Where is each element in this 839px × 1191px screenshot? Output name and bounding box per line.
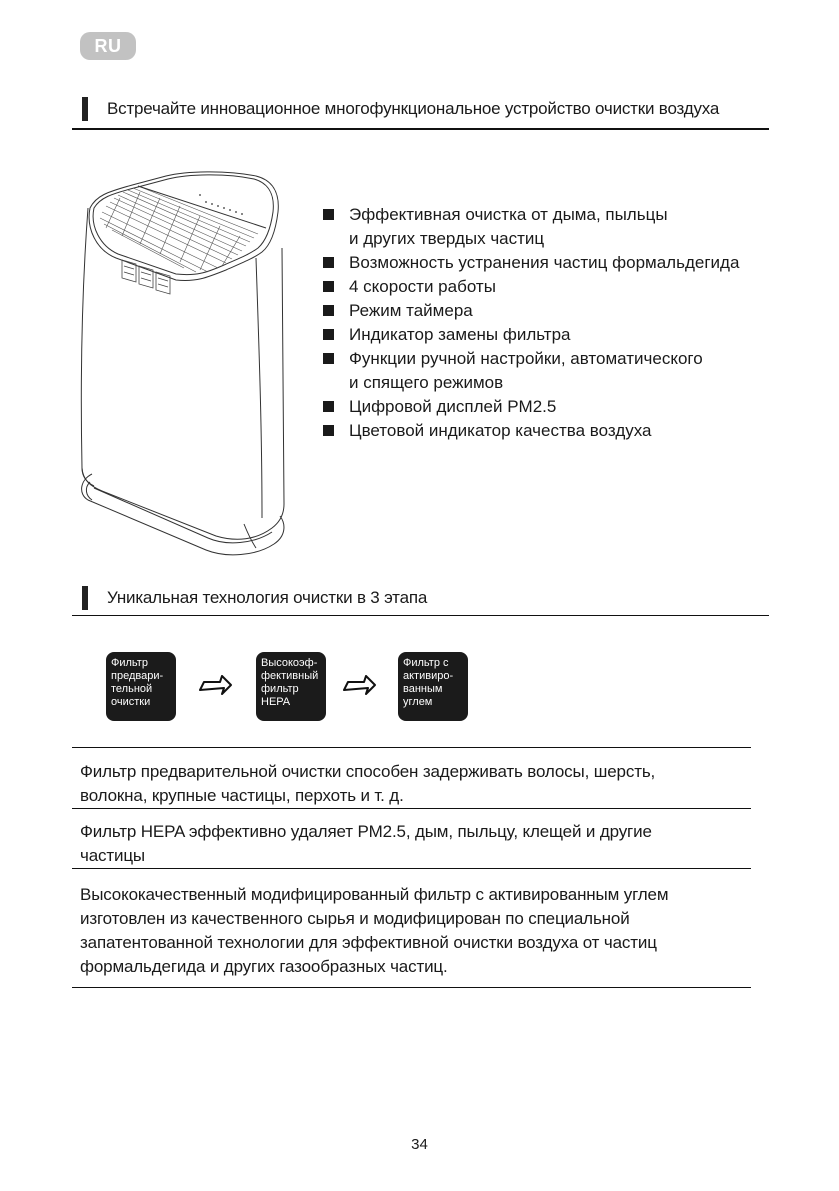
feature-item: Режим таймера <box>322 299 739 323</box>
arrow-right-icon <box>342 674 378 698</box>
section-divider <box>72 128 769 130</box>
section-header-technology <box>72 586 769 620</box>
feature-item-continued: и других твердых частиц <box>349 229 545 248</box>
description-prefilter: Фильтр предварительной очистки способен задерживать волосы, шерсть, волокна, крупные частицы, перхоть и т. д. <box>80 762 656 805</box>
section-marker <box>82 586 88 610</box>
feature-item: Цветовой индикатор качества воздуха <box>322 419 739 443</box>
stage-hepa: Высокоэф- фективный фильтр HEPA <box>256 652 326 721</box>
stage-prefilter: Фильтр предвари- тельной очистки <box>106 652 176 721</box>
divider <box>72 987 751 988</box>
feature-item: Индикатор замены фильтра <box>322 323 739 347</box>
filtration-stages-diagram <box>106 652 486 722</box>
description-activated-carbon: Высококачественный модифицированный фильтр с активированным углем изготовлен из качественного сырья и модифицирован по специальной запатентованной технологии для эффективной очистки воздуха от частиц формальдегида и других газообразных частиц. <box>80 885 669 976</box>
arrow-right-icon <box>198 674 234 698</box>
bullet-square-icon <box>323 305 334 316</box>
divider <box>72 868 751 869</box>
section-header-intro <box>72 97 769 133</box>
section-title: Встречайте инновационное многофункциональное устройство очистки воздуха <box>107 99 720 118</box>
feature-item: Эффективная очистка от дыма, пыльцы <box>322 203 739 227</box>
feature-list <box>322 203 739 443</box>
section-marker <box>82 97 88 121</box>
language-badge: RU <box>80 32 136 60</box>
bullet-square-icon <box>323 209 334 220</box>
feature-item-continued: и спящего режимов <box>349 373 504 392</box>
page-number: 34 <box>411 1136 428 1153</box>
feature-item: 4 скорости работы <box>322 275 739 299</box>
bullet-square-icon <box>323 281 334 292</box>
air-purifier-illustration <box>76 168 296 558</box>
description-hepa: Фильтр HEPA эффективно удаляет PM2.5, дым, пыльцу, клещей и другие частицы <box>80 822 652 865</box>
divider <box>72 808 751 809</box>
stage-activated-carbon: Фильтр с активиро- ванным углем <box>398 652 468 721</box>
bullet-square-icon <box>323 329 334 340</box>
divider <box>72 747 751 748</box>
bullet-square-icon <box>323 353 334 364</box>
bullet-square-icon <box>323 425 334 436</box>
feature-item: Возможность устранения частиц формальдегида <box>322 251 739 275</box>
section-title: Уникальная технология очистки в 3 этапа <box>107 588 428 607</box>
bullet-square-icon <box>323 257 334 268</box>
bullet-square-icon <box>323 401 334 412</box>
feature-item: Функции ручной настройки, автоматического <box>322 347 739 371</box>
section-divider <box>72 615 769 616</box>
feature-item: Цифровой дисплей PM2.5 <box>322 395 739 419</box>
